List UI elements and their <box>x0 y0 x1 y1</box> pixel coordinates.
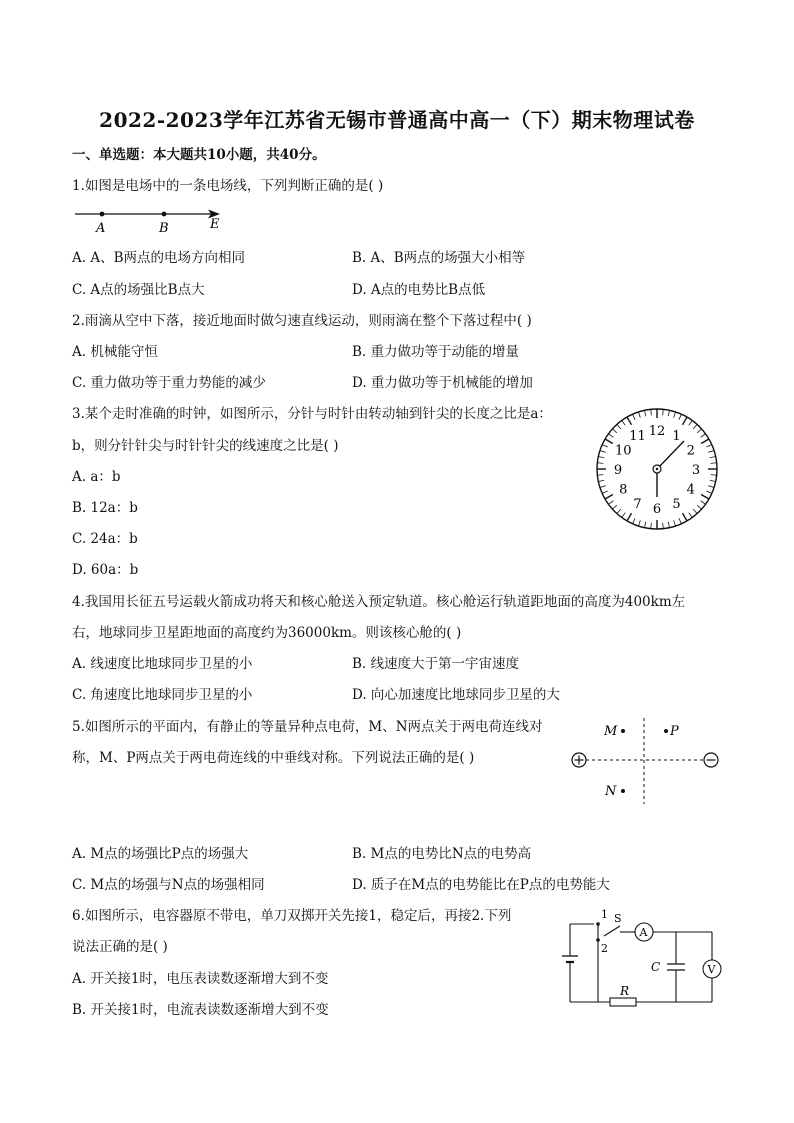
clock-numeral: 3 <box>691 463 701 478</box>
q5-stem-line1: 5.如图所示的平面内，有静止的等量异种点电荷，M、N两点关于两电荷连线对 <box>72 719 543 735</box>
q3-option-a: A. a：b <box>72 469 121 485</box>
resistor <box>610 998 636 1006</box>
switch-blade <box>604 926 620 936</box>
q3-option-d: D. 60a：b <box>72 562 139 578</box>
q5-option-d: D. 质子在M点的电势能比在P点的电势能大 <box>352 877 610 893</box>
clock-numeral: 5 <box>672 496 681 512</box>
paper-title: 2022-2023学年江苏省无锡市普通高中高一（下）期末物理试卷 <box>99 108 695 132</box>
q4-option-d: D. 向心加速度比地球同步卫星的大 <box>352 687 560 703</box>
q4-option-c: C. 角速度比地球同步卫星的小 <box>72 687 253 703</box>
clock-numeral: 8 <box>619 482 628 498</box>
label-m: M <box>604 724 618 739</box>
section-heading: 一、单选题：本大题共10小题，共40分。 <box>72 147 326 163</box>
q5-charges-figure <box>566 716 726 808</box>
q3-stem-line1: 3.某个走时准确的时钟，如图所示，分针与时针由转动轴到针尖的长度之比是a： <box>72 406 552 422</box>
q5-option-b: B. M点的电势比N点的电势高 <box>352 846 532 862</box>
q6-option-b: B. 开关接1时，电流表读数逐渐增大到不变 <box>72 1002 329 1018</box>
q6-option-a: A. 开关接1时，电压表读数逐渐增大到不变 <box>72 971 329 987</box>
switch-label-2: 2 <box>601 942 608 955</box>
point-b <box>162 212 167 217</box>
resistor-label: R <box>620 984 630 998</box>
q3-clock-figure <box>594 406 720 532</box>
q1-field-line-figure <box>72 202 242 236</box>
clock-numeral: 12 <box>648 424 666 439</box>
clock-numeral: 11 <box>629 429 646 445</box>
q4-option-b: B. 线速度大于第一宇宙速度 <box>352 656 520 672</box>
q5-stem-line2: 称，M、P两点关于两电荷连线的中垂线对称。下列说法正确的是( ) <box>72 750 475 766</box>
q5-option-c: C. M点的场强与N点的场强相同 <box>72 877 265 893</box>
q3-option-c: C. 24a：b <box>72 531 138 547</box>
capacitor-label: C <box>651 960 661 974</box>
clock-numeral: 1 <box>672 429 681 445</box>
clock-numeral: 10 <box>614 443 632 459</box>
q1-option-d: D. A点的电势比B点低 <box>352 282 486 298</box>
q2-option-c: C. 重力做功等于重力势能的减少 <box>72 375 266 391</box>
ammeter-label: A <box>639 926 648 939</box>
q1-option-a: A. A、B两点的电场方向相同 <box>72 250 246 266</box>
q6-stem-line2: 说法正确的是( ) <box>72 939 168 955</box>
label-n: N <box>605 784 617 799</box>
clock-numeral: 4 <box>686 482 695 498</box>
label-b: B <box>159 221 169 236</box>
q1-option-b: B. A、B两点的场强大小相等 <box>352 250 526 266</box>
q4-option-a: A. 线速度比地球同步卫星的小 <box>72 656 253 672</box>
q1-option-c: C. A点的场强比B点大 <box>72 282 205 298</box>
switch-label-1: 1 <box>601 908 608 921</box>
q2-option-b: B. 重力做功等于动能的增量 <box>352 344 520 360</box>
q4-stem-line1: 4.我国用长征五号运载火箭成功将天和核心舱送入预定轨道。核心舱运行轨道距地面的高度为400km左 <box>72 594 686 610</box>
label-a: A <box>96 221 106 236</box>
q5-option-a: A. M点的场强比P点的场强大 <box>72 846 249 862</box>
point-n <box>621 789 625 793</box>
q6-stem-line1: 6.如图所示，电容器原不带电，单刀双掷开关先接1，稳定后，再接2.下列 <box>72 908 512 924</box>
q1-stem: 1.如图是电场中的一条电场线，下列判断正确的是( ) <box>72 178 384 194</box>
q4-stem-line2: 右，地球同步卫星距地面的高度约为36000km。则该核心舱的( ) <box>72 625 462 641</box>
q2-option-d: D. 重力做功等于机械能的增加 <box>352 375 533 391</box>
point-a <box>100 212 105 217</box>
point-m <box>621 729 625 733</box>
switch-label-s: S <box>614 912 622 925</box>
q6-circuit-figure <box>548 904 724 1008</box>
q2-stem: 2.雨滴从空中下落，接近地面时做匀速直线运动，则雨滴在整个下落过程中( ) <box>72 313 532 329</box>
clock-numeral: 2 <box>686 443 695 459</box>
q3-stem-line2: b，则分针针尖与时针针尖的线速度之比是( ) <box>72 438 339 454</box>
clock-numeral: 9 <box>613 463 623 478</box>
voltmeter-label: V <box>707 963 716 976</box>
q2-option-a: A. 机械能守恒 <box>72 344 158 360</box>
point-p <box>664 729 668 733</box>
clock-numeral: 7 <box>633 496 642 512</box>
label-e: E <box>210 217 220 232</box>
q3-option-b: B. 12a：b <box>72 500 138 516</box>
label-p: P <box>670 724 679 739</box>
clock-numeral: 6 <box>652 502 662 517</box>
